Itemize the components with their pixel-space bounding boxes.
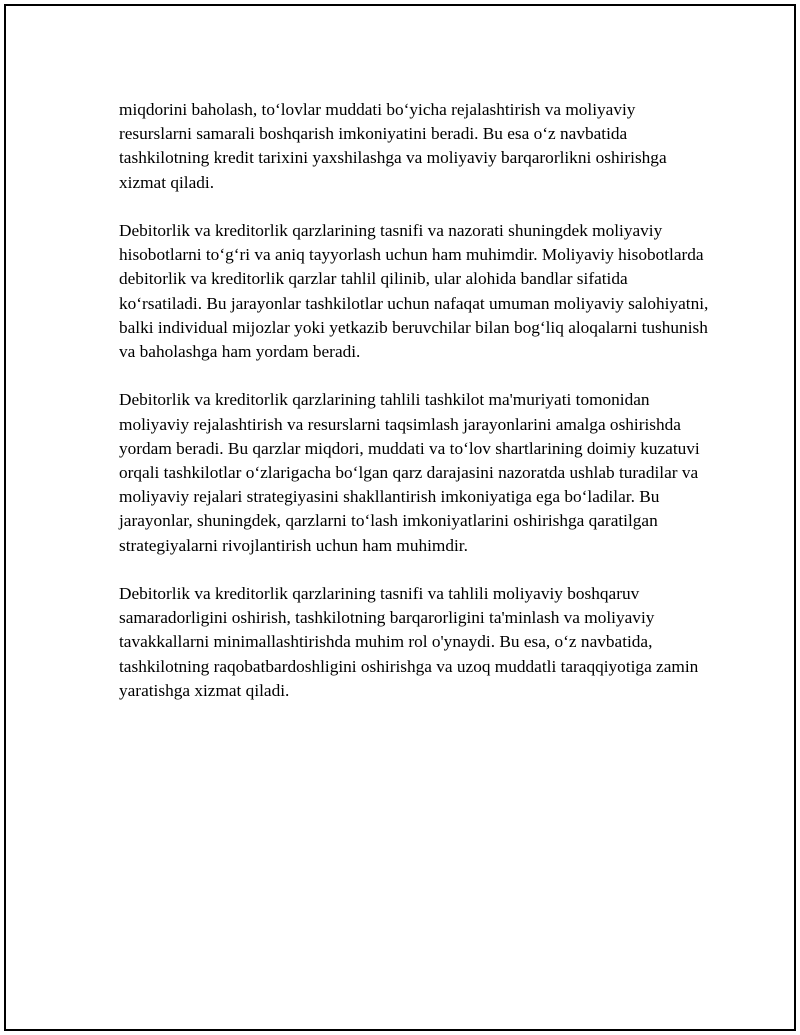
paragraph-3: Debitorlik va kreditorlik qarzlarining tahlili tashkilot ma'muriyati tomonidan moliyaviy rejalashtirish va resurslarni taqsimlash jarayonlarini amalga oshirishda yordam beradi. Bu qarzlar miqdori, muddati va to‘lov shartlarining doimiy kuzatuvi orqali tashkilotlar o‘zlarigacha bo‘lgan qarz darajasini nazoratda ushlab turadilar va moliyaviy rejalari strategiyasini shakllantirish imkoniyatiga ega bo‘ladilar. Bu jarayonlar, shuningdek, qarzlarni to‘lash imkoniyatlarini oshirishga qaratilgan strategiyalarni rivojlantirish uchun ham muhimdir.	[119, 390, 700, 555]
paragraph-1: miqdorini baholash, to‘lovlar muddati bo‘yicha rejalashtirish va moliyaviy resurslarni samarali boshqarish imkoniyatini beradi. Bu esa o‘z navbatida tashkilotning kredit tarixini yaxshilashga va moliyaviy barqarorlikni oshirishga xizmat qiladi.	[119, 100, 667, 192]
paragraph-2: Debitorlik va kreditorlik qarzlarining tasnifi va nazorati shuningdek moliyaviy hisobotlarni to‘g‘ri va aniq tayyorlash uchun ham muhimdir. Moliyaviy hisobotlarda debitorlik va kreditorlik qarzlar tahlil qilinib, ular alohida bandlar sifatida ko‘rsatiladi. Bu jarayonlar tashkilotlar uchun nafaqat umuman moliyaviy salohiyatni, balki individual mijozlar yoki yetkazib beruvchilar bilan bog‘liq aloqalarni tushunish va baholashga ham yordam beradi.	[119, 221, 709, 362]
page-frame	[4, 4, 796, 1031]
document-body	[119, 98, 709, 703]
paragraph-4: Debitorlik va kreditorlik qarzlarining tasnifi va tahlili moliyaviy boshqaruv samaradorligini oshirish, tashkilotning barqarorligini ta'minlash va moliyaviy tavakkallarni minimallashtirishda muhim rol o'ynaydi. Bu esa, o‘z navbatida, tashkilotning raqobatbardoshligini oshirishga va uzoq muddatli taraqqiyotiga zamin yaratishga xizmat qiladi.	[119, 584, 699, 700]
